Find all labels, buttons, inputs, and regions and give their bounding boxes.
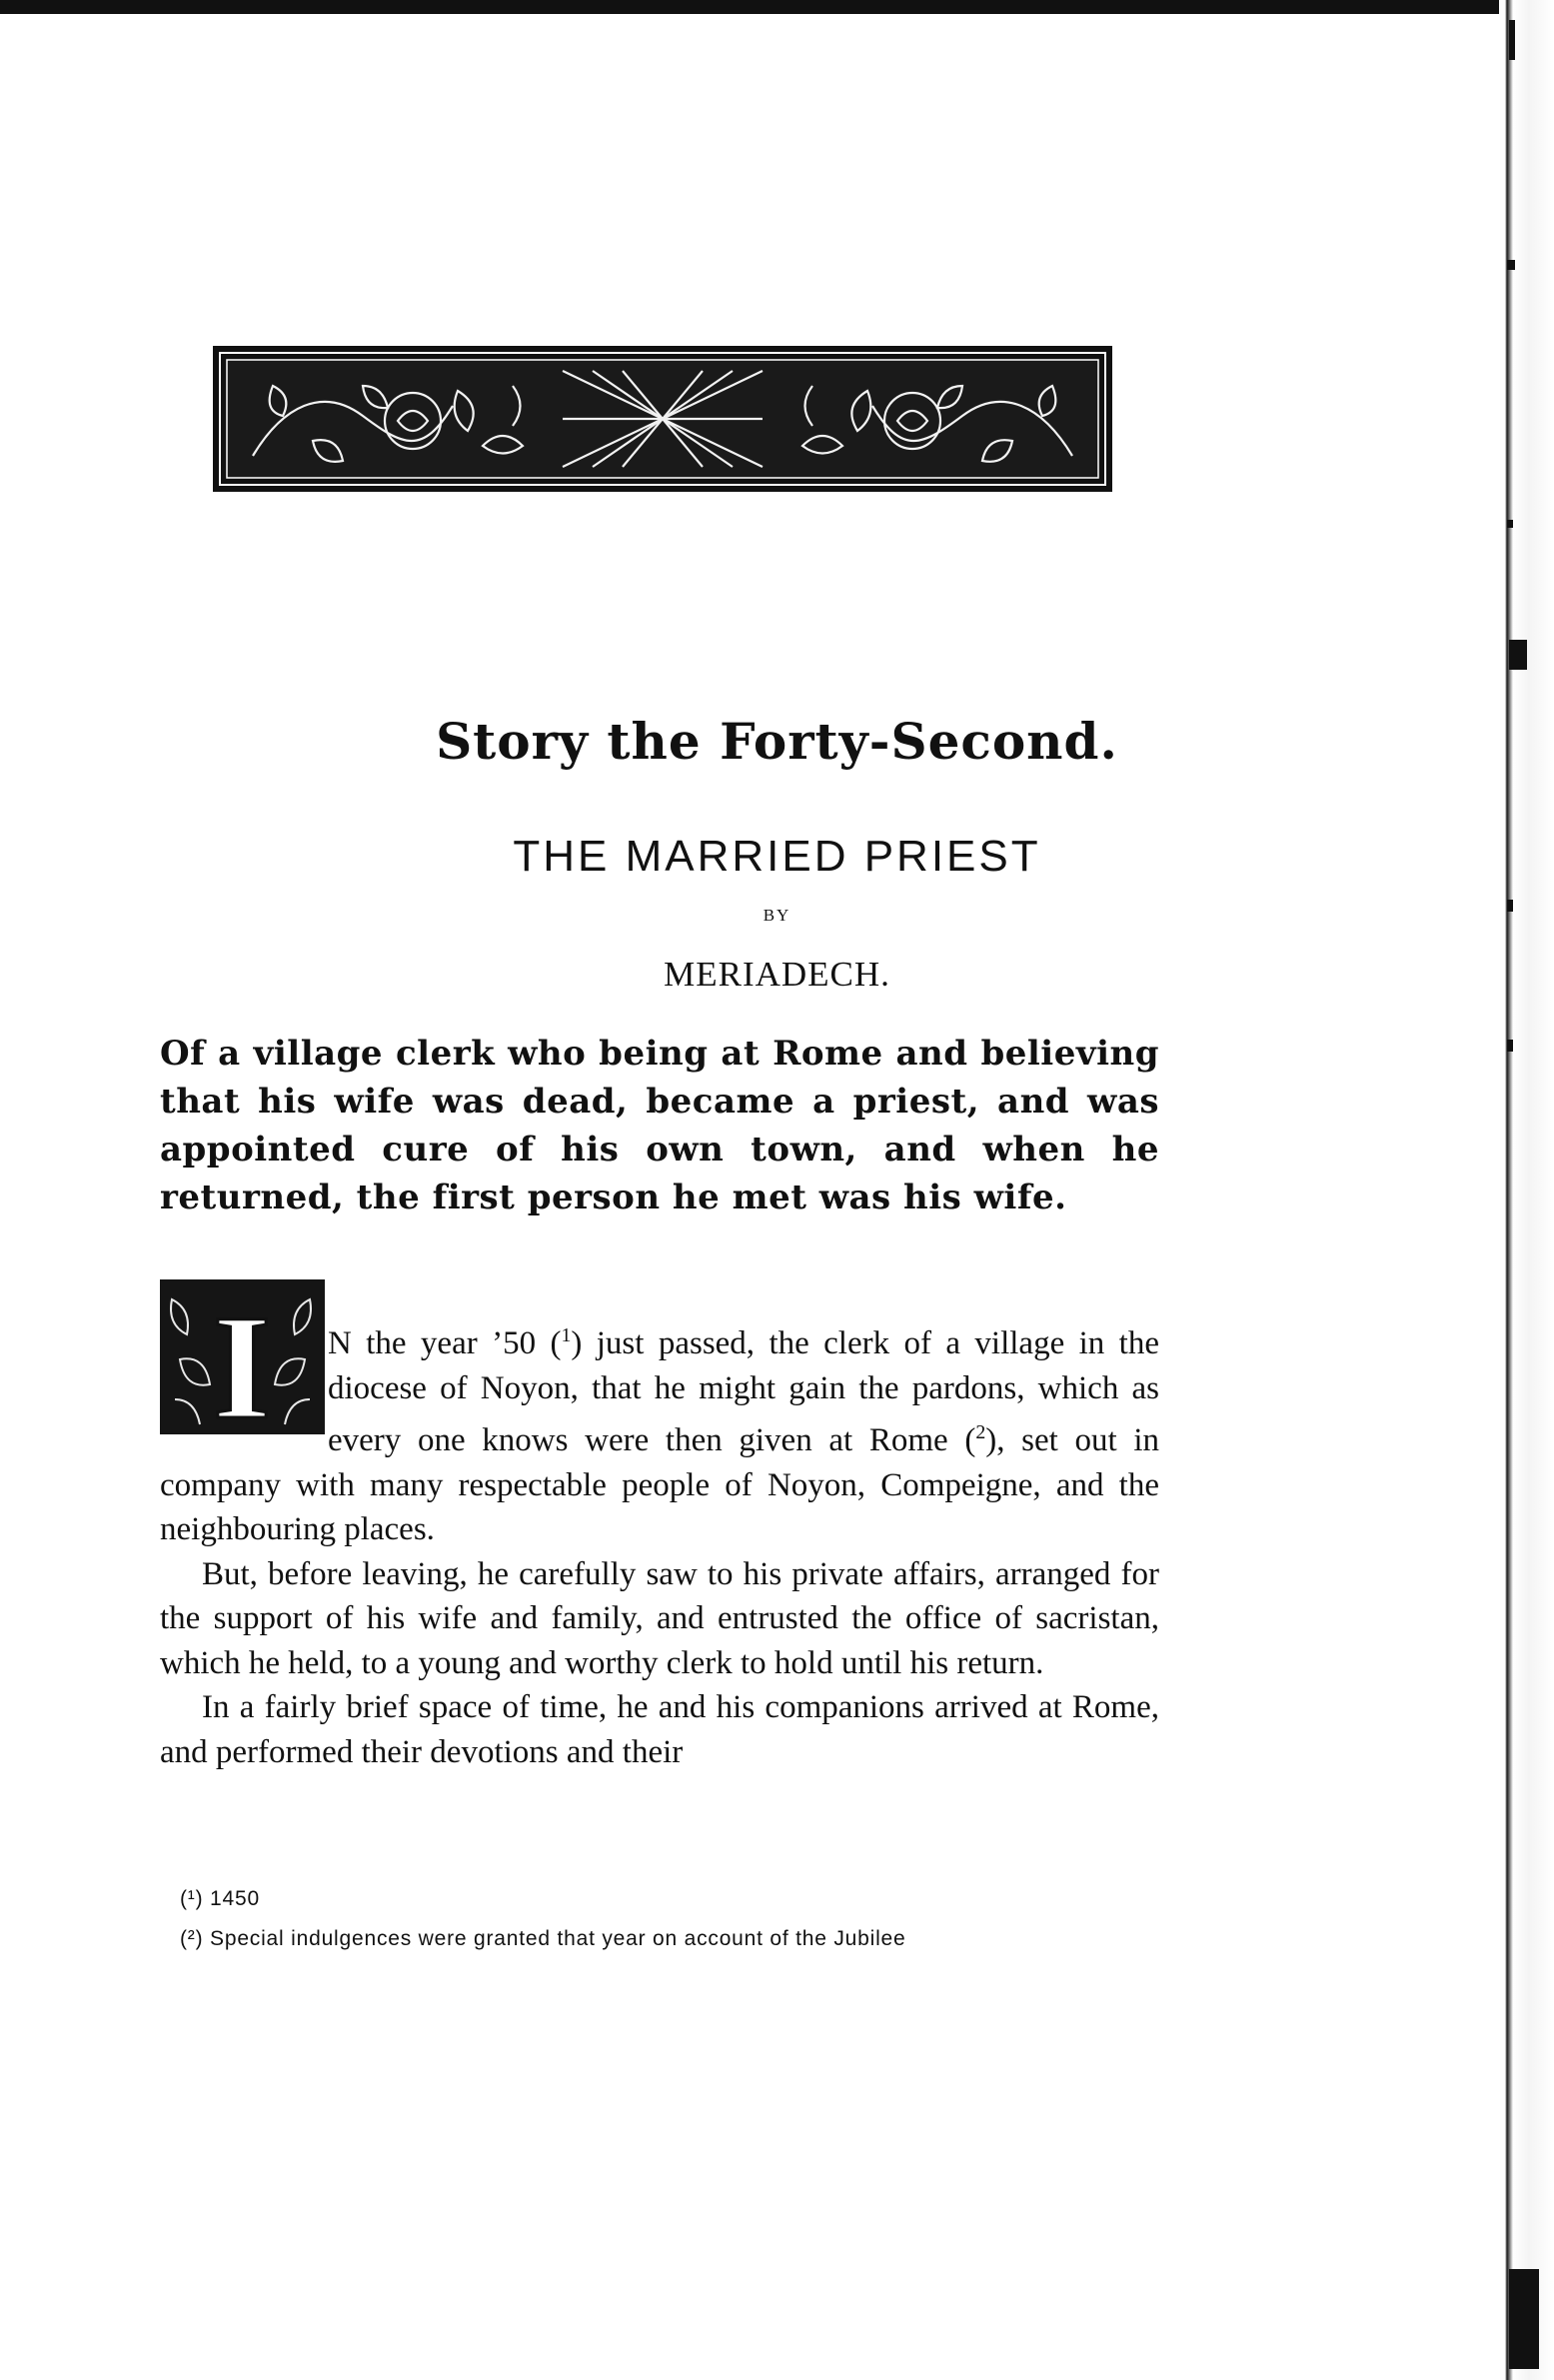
footnote-2 bbox=[180, 1919, 1179, 1959]
footnote-ref-1[interactable]: 1 bbox=[561, 1324, 572, 1346]
footnote-ref-2[interactable]: 2 bbox=[975, 1421, 986, 1443]
paragraph-2: But, before leaving, he carefully saw to his private affairs, arranged for the support of his wife and family, and entrusted the office of sacristan, which he held, to a young and worthy clerk to hold until his return. bbox=[160, 1555, 1159, 1681]
paragraph-1-tail: ), set out in company with many respectable people of Noyon, Compeigne, and the neighbouring places. bbox=[160, 1422, 1159, 1547]
ornamental-header-band bbox=[213, 346, 1112, 492]
byline-label: BY bbox=[763, 906, 791, 925]
drop-cap-space bbox=[160, 1313, 328, 1445]
paragraph-1-mid: ) just passed, the clerk of a village in the diocese of Noyon, that he might gain the pardons, which as every one knows were then given at Rome ( bbox=[328, 1325, 1159, 1458]
story-body bbox=[160, 1313, 1159, 1774]
drop-cap-letter: I bbox=[212, 1284, 272, 1434]
footnote-1-mark: (¹) bbox=[180, 1887, 204, 1910]
footnote-1 bbox=[180, 1879, 1179, 1919]
paragraph-3: In a fairly brief space of time, he and his companions arrived at Rome, and performed their devotions and their bbox=[160, 1689, 1159, 1770]
footnote-2-mark: (²) bbox=[180, 1927, 204, 1950]
footnotes bbox=[180, 1879, 1179, 1959]
story-summary: Of a village clerk who being at Rome and believing that his wife was dead, became a priest, and was appointed cure of his own town, and when he returned, the first person he met was his wife. bbox=[160, 1034, 1159, 1217]
story-heading: Story the Forty-Second. bbox=[436, 712, 1118, 771]
footnote-2-text: Special indulgences were granted that year on account of the Jubilee bbox=[210, 1927, 906, 1950]
page-binding-edge bbox=[1499, 0, 1554, 2380]
author-name: MERIADECH. bbox=[664, 955, 890, 994]
paragraph-1-lead: N the year ’50 ( bbox=[328, 1325, 562, 1361]
page-title: THE MARRIED PRIEST bbox=[513, 832, 1041, 881]
paragraph-1 bbox=[160, 1313, 1159, 1552]
footnote-1-text: 1450 bbox=[210, 1887, 260, 1910]
page-top-edge bbox=[0, 0, 1554, 14]
